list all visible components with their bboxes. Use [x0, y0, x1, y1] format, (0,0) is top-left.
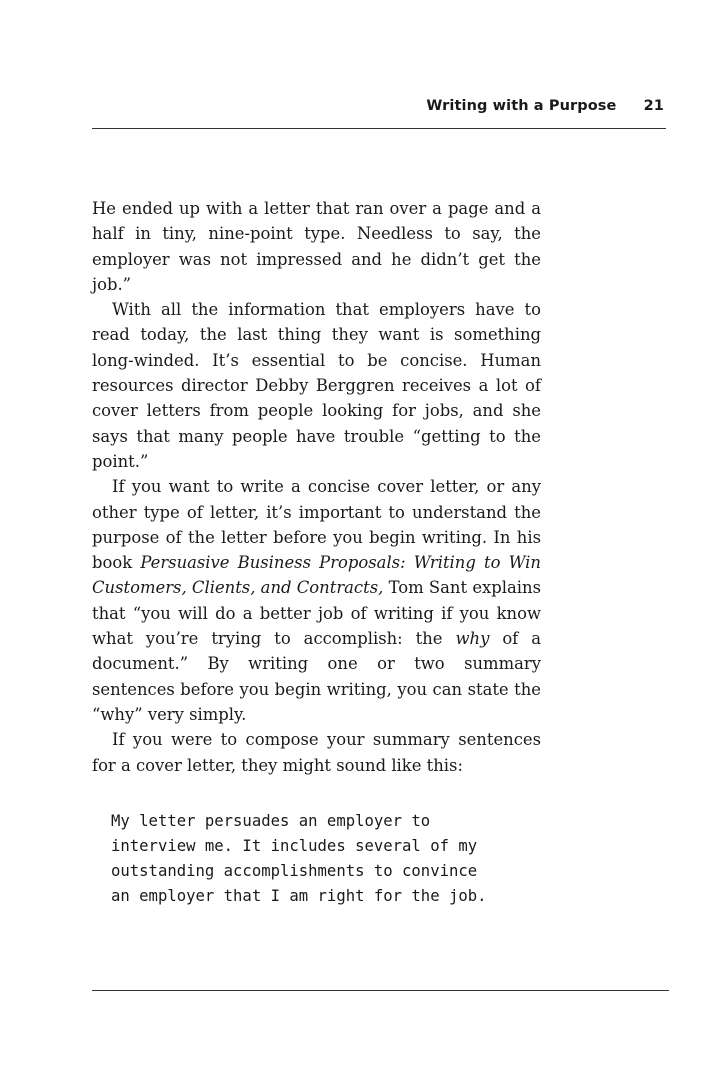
paragraph-2: With all the information that employers have to read today, the last thing they want is something long-winded. It’s essential to be concise. Human resources director Debby Berggren receives a lot of cover letters from people looking for jobs, and she says that many people have trouble “getting to the point.” — [92, 300, 541, 471]
paragraph-3-part-1: If you want to write a concise cover letter, or any other type of letter, it’s important to understand the purpose of the letter before you begin writing. In his book — [92, 477, 541, 573]
header-rule — [92, 128, 666, 129]
paragraph-4: If you were to compose your summary sentences for a cover letter, they might sound like this: — [92, 730, 541, 775]
paragraph-1: He ended up with a letter that ran over a page and a half in tiny, nine-point type. Needless to say, the employer was not impressed and he didn’t get the job.” — [92, 199, 541, 294]
paragraph-3 — [92, 474, 541, 727]
page-number: 21 — [643, 98, 664, 114]
running-title: Writing with a Purpose — [426, 98, 617, 114]
example-line-4: an employer that I am right for the job. — [111, 887, 487, 905]
example-line-2: interview me. It includes several of my — [111, 837, 478, 855]
paragraph-3-part-2: Tom Sant explains that “you will do a better job of writing if you know what you’re trying to accomplish: the — [92, 578, 541, 649]
example-line-3: outstanding accomplishments to convince — [111, 862, 478, 880]
book-title: Persuasive Business Proposals: Writing to Win Customers, Clients, and Contracts, — [92, 553, 541, 598]
running-head — [426, 98, 664, 114]
example-summary — [111, 809, 531, 909]
emphasis-why: why — [455, 629, 490, 649]
example-line-1: My letter persuades an employer to — [111, 812, 431, 830]
footer-rule — [92, 990, 669, 991]
body-text — [92, 196, 541, 778]
paragraph-3-part-3: of a document.” By writing one or two summary sentences before you begin writing, you can state the “why” very simply. — [92, 629, 541, 724]
